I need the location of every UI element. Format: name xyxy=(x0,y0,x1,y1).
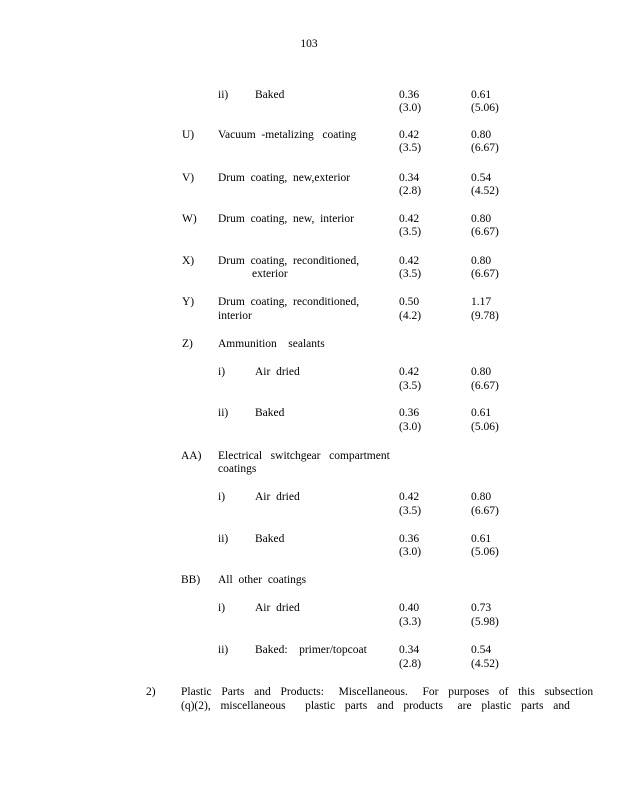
limit-value-1: 0.42 xyxy=(399,255,420,267)
limit-value-1: 0.42 xyxy=(399,129,420,141)
limit-value-1: 0.34 xyxy=(399,172,420,184)
row-code: U) xyxy=(182,129,195,141)
row-description: Air dried xyxy=(255,491,300,503)
row-description: Drum coating, reconditioned, xyxy=(218,255,360,267)
limit-value-2: 0.73 xyxy=(471,602,492,614)
limit-value-2-metric: (5.98) xyxy=(471,616,499,628)
limit-value-1-metric: (3.5) xyxy=(399,505,422,517)
row-code: W) xyxy=(182,213,197,225)
row-description-cont: exterior xyxy=(252,268,288,280)
limit-value-1: 0.42 xyxy=(399,213,420,225)
limit-value-2-metric: (4.52) xyxy=(471,185,499,197)
limit-value-2: 0.54 xyxy=(471,644,492,656)
limit-value-2-metric: (6.67) xyxy=(471,142,499,154)
row-description: Electrical switchgear compartment xyxy=(218,450,390,462)
row-sub-label: ii) xyxy=(218,533,229,545)
limit-value-1: 0.36 xyxy=(399,533,420,545)
limit-value-2-metric: (5.06) xyxy=(471,102,499,114)
row-code: V) xyxy=(182,172,195,184)
limit-value-1-metric: (3.0) xyxy=(399,421,422,433)
limit-value-2: 0.61 xyxy=(471,533,492,545)
row-description: Baked: primer/topcoat xyxy=(255,644,367,656)
limit-value-1-metric: (3.0) xyxy=(399,546,422,558)
limit-value-1-metric: (3.0) xyxy=(399,102,422,114)
limit-value-1: 0.42 xyxy=(399,366,420,378)
limit-value-1: 0.34 xyxy=(399,644,420,656)
row-description: Drum coating, new, interior xyxy=(218,213,354,225)
row-sub-label: ii) xyxy=(218,89,229,101)
limit-value-2-metric: (9.78) xyxy=(471,310,499,322)
row-sub-label: i) xyxy=(218,366,226,378)
limit-value-2: 0.61 xyxy=(471,89,492,101)
limit-value-2-metric: (6.67) xyxy=(471,505,499,517)
limit-value-2-metric: (4.52) xyxy=(471,658,499,670)
row-sub-label: ii) xyxy=(218,644,229,656)
row-sub-label: ii) xyxy=(218,407,229,419)
limit-value-2: 0.54 xyxy=(471,172,492,184)
limit-value-2: 0.61 xyxy=(471,407,492,419)
row-code: AA) xyxy=(181,450,202,462)
limit-value-2: 0.80 xyxy=(471,129,492,141)
limit-value-1-metric: (3.5) xyxy=(399,268,422,280)
paragraph-line-2: (q)(2), miscellaneous plastic parts and products are plastic parts and xyxy=(181,700,570,712)
row-code: Z) xyxy=(182,338,193,350)
row-code: X) xyxy=(182,255,195,267)
limit-value-2: 0.80 xyxy=(471,366,492,378)
limit-value-2: 0.80 xyxy=(471,213,492,225)
row-description-cont: coatings xyxy=(218,463,257,475)
row-description: Baked xyxy=(255,533,285,545)
limit-value-1: 0.36 xyxy=(399,407,420,419)
row-description: Drum coating, reconditioned, xyxy=(218,296,360,308)
row-description-cont: interior xyxy=(218,310,252,322)
limit-value-1-metric: (3.5) xyxy=(399,380,422,392)
row-description: Drum coating, new,exterior xyxy=(218,172,351,184)
limit-value-1-metric: (3.5) xyxy=(399,226,422,238)
row-sub-label: i) xyxy=(218,491,226,503)
limit-value-1-metric: (4.2) xyxy=(399,310,422,322)
limit-value-2-metric: (5.06) xyxy=(471,546,499,558)
row-description: All other coatings xyxy=(218,574,307,586)
row-description: Air dried xyxy=(255,602,300,614)
limit-value-1: 0.36 xyxy=(399,89,420,101)
row-description: Baked xyxy=(255,407,285,419)
limit-value-2: 0.80 xyxy=(471,255,492,267)
limit-value-1: 0.42 xyxy=(399,491,420,503)
row-sub-label: i) xyxy=(218,602,226,614)
row-code: Y) xyxy=(182,296,195,308)
limit-value-1: 0.40 xyxy=(399,602,420,614)
row-description: Baked xyxy=(255,89,285,101)
limit-value-1-metric: (2.8) xyxy=(399,185,422,197)
row-description: Vacuum -metalizing coating xyxy=(218,129,357,141)
row-description: Ammunition sealants xyxy=(218,338,325,350)
limit-value-1: 0.50 xyxy=(399,296,420,308)
section-number: 2) xyxy=(146,686,156,698)
limit-value-2: 0.80 xyxy=(471,491,492,503)
limit-value-1-metric: (2.8) xyxy=(399,658,422,670)
limit-value-1-metric: (3.3) xyxy=(399,616,422,628)
limit-value-2-metric: (6.67) xyxy=(471,268,499,280)
limit-value-2-metric: (6.67) xyxy=(471,380,499,392)
paragraph-line-1: Plastic Parts and Products: Miscellaneous. For purposes of this subsection xyxy=(181,686,594,698)
limit-value-2-metric: (6.67) xyxy=(471,226,499,238)
row-code: BB) xyxy=(181,574,201,586)
limit-value-2: 1.17 xyxy=(471,296,492,308)
limit-value-1-metric: (3.5) xyxy=(399,142,422,154)
page-number: 103 xyxy=(300,38,318,50)
row-description: Air dried xyxy=(255,366,300,378)
limit-value-2-metric: (5.06) xyxy=(471,421,499,433)
